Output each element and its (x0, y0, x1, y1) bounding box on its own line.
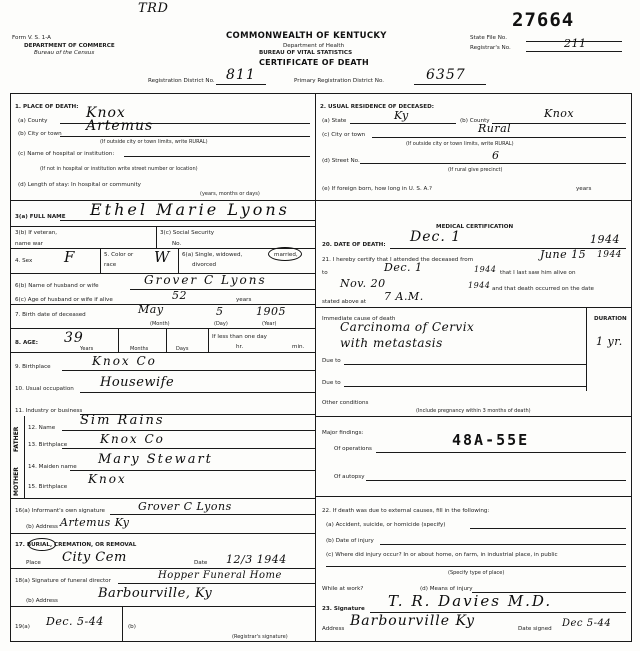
state-file-label: State File No. (470, 35, 508, 41)
divorced-label: divorced (192, 262, 217, 268)
due-to-label-2: Due to (322, 380, 341, 386)
bureau-census: Bureau of the Census (34, 50, 95, 56)
physician-signature: T. R. Davies M.D. (388, 592, 553, 610)
cause-of-death: Carcinoma of Cervix (340, 320, 475, 334)
certify-text: 21. I hereby certify that I attended the deceased from (322, 257, 474, 263)
birth-month: May (138, 303, 164, 316)
residence-street: 6 (492, 149, 500, 162)
race-value: W (154, 248, 171, 266)
color-label: 5. Color or (104, 252, 134, 258)
rural-note: (If rural give precinct) (448, 167, 503, 173)
if-less-label: If less than one day (212, 334, 267, 340)
city-label: (b) City or town (18, 131, 62, 137)
marital-label: 6(a) Single, widowed, (182, 252, 243, 258)
burial-label: 17. BURIAL, CREMATION, OR REMOVAL (15, 542, 137, 548)
state-file-stamp: 27664 (512, 9, 575, 31)
hr-label: hr. (236, 344, 244, 350)
bureau-vital: BUREAU OF VITAL STATISTICS (259, 50, 353, 56)
sig-address-label: Address (322, 626, 345, 632)
father-name: Sim Rains (80, 413, 165, 428)
date-death-label: 20. DATE OF DEATH: (322, 242, 386, 248)
occupation-value: Housewife (100, 375, 175, 390)
veteran-label: 3(b) If veteran, (15, 230, 58, 236)
registrar-no: 211 (564, 37, 587, 50)
place-of-death-label: 1. PLACE OF DEATH: (15, 104, 79, 110)
funeral-address: Barbourville, Ky (98, 586, 213, 601)
attended-to: Dec. 1 (384, 261, 423, 274)
race-label: race (104, 262, 117, 268)
birthplace-value: Knox Co (92, 354, 157, 368)
mother-name-label: 14. Maiden name (28, 464, 77, 470)
cause-of-death-2: with metastasis (340, 336, 443, 350)
dept-health: Department of Health (283, 43, 345, 49)
mother-birthplace: Knox (88, 472, 127, 486)
residence-label: 2. USUAL RESIDENCE OF DECEASED: (320, 104, 434, 110)
pregnancy-note: (Include pregnancy within 3 months of death) (416, 408, 531, 414)
burial-circle (28, 538, 56, 551)
res-city-label: (c) City or town (322, 132, 366, 138)
birthplace-label: 9. Birthplace (15, 364, 51, 370)
burial-place: City Cem (62, 550, 127, 565)
foreign-years: years (576, 186, 592, 192)
father-bp-label: 13. Birthplace (28, 442, 68, 448)
dept-commerce: DEPARTMENT OF COMMERCE (24, 43, 115, 49)
other-conditions-label: Other conditions (322, 400, 369, 406)
age-years: 39 (64, 330, 84, 346)
top-annotation: TRD (138, 1, 169, 16)
month-label: (Month) (150, 321, 170, 327)
residence-county: Knox (544, 107, 575, 120)
reg-district-label: Registration District No. (148, 78, 215, 84)
signature-label: 23. Signature (322, 606, 365, 612)
date-signed-label: Date signed (518, 626, 552, 632)
funeral-label: 18(a) Signature of funeral director (15, 578, 111, 584)
last-saw-label: that I last saw him alive on (500, 270, 576, 276)
sex-value: F (64, 248, 76, 266)
days-label: Days (176, 346, 189, 352)
informant-signature: Grover C Lyons (138, 500, 232, 513)
informant-address: Artemus Ky (60, 516, 130, 529)
married-circle (268, 247, 302, 261)
immediate-cause-label: Immediate cause of death (322, 316, 396, 322)
autopsy-label: Of autopsy (334, 474, 365, 480)
to-label: to (322, 270, 328, 276)
accident-label: (a) Accident, suicide, or homicide (specify) (326, 522, 446, 528)
primary-reg-label: Primary Registration District No. (294, 78, 385, 84)
spouse-age: 52 (172, 289, 187, 302)
residence-state: Ky (394, 109, 409, 122)
res-outside-note: (If outside city or town limits, write RURAL) (406, 141, 514, 147)
medical-cert-title: MEDICAL CERTIFICATION (436, 224, 514, 230)
while-work-label: While at work? (322, 586, 364, 592)
primary-reg: 6357 (426, 67, 466, 83)
burial-date-label: Date (194, 560, 208, 566)
death-date: Dec. 1 (410, 229, 462, 245)
time-of-death: 7 A.M. (384, 290, 424, 303)
burial-place-label: Place (26, 560, 41, 566)
duration-value: 1 yr. (596, 335, 623, 348)
major-findings-label: Major findings: (322, 430, 364, 436)
age-label: 8. AGE: (15, 340, 38, 346)
full-name: Ethel Marie Lyons (90, 200, 290, 219)
commonwealth-title: COMMONWEALTH OF KENTUCKY (226, 31, 387, 41)
hospital-label: (c) Name of hospital or institution: (18, 151, 115, 157)
due-to-label: Due to (322, 358, 341, 364)
res-county-label: (b) County (460, 118, 490, 124)
father-name-label: 12. Name (28, 425, 56, 431)
death-year: 1944 (590, 233, 620, 246)
last-seen-year: 1944 (468, 281, 491, 290)
date-injury-label: (b) Date of injury (326, 538, 374, 544)
external-causes-label: 22. If death was due to external causes, fill in the following: (322, 508, 490, 514)
months-label: Months (130, 346, 149, 352)
full-name-label: 3(a) FULL NAME (15, 214, 66, 220)
spouse-name-label: 6(b) Name of husband or wife (15, 283, 99, 289)
spouse-years-label: years (236, 297, 252, 303)
occupation-label: 10. Usual occupation (15, 386, 74, 392)
birth-date-label: 7. Birth date of deceased (15, 312, 86, 318)
filed-date: Dec. 5-44 (46, 615, 104, 628)
physician-address: Barbourville Ky (350, 613, 475, 629)
attended-year: 1944 (597, 250, 622, 260)
ss-no-label: No. (172, 241, 182, 247)
cert-title: CERTIFICATE OF DEATH (259, 58, 370, 67)
spouse-age-label: 6(c) Age of husband or wife if alive (15, 297, 113, 303)
residence-city: Rural (478, 122, 512, 135)
sex-label: 4. Sex (15, 258, 33, 264)
death-county: Knox (86, 105, 126, 121)
mother-side-label: MOTHER (13, 467, 20, 496)
funeral-address-label: (b) Address (26, 598, 58, 604)
informant-address-label: (b) Address (26, 524, 58, 530)
registrar-sig-label: (b) (128, 624, 136, 630)
operations-label: Of operations (334, 446, 372, 452)
registrar-sig-note: (Registrar's signature) (232, 634, 288, 640)
father-side-label: FATHER (13, 426, 20, 452)
form-number: Form V. S. 1-A (12, 35, 51, 41)
years-label: Years (80, 346, 94, 352)
birth-day: 5 (216, 305, 224, 318)
year-label: (Year) (262, 321, 277, 327)
years-months-note: (years, months or days) (200, 191, 260, 197)
duration-label: DURATION (594, 316, 627, 322)
day-label: (Day) (214, 321, 228, 327)
last-saw-year: 1944 (474, 265, 497, 274)
burial-date: 12/3 1944 (226, 553, 287, 566)
means-injury-label: (d) Means of injury (420, 586, 473, 592)
last-seen-date: Nov. 20 (340, 277, 386, 290)
length-stay-label: (d) Length of stay: In hospital or community (18, 182, 141, 188)
birth-year: 1905 (256, 305, 286, 318)
place-type-note: (Specify type of place) (448, 570, 505, 576)
outside-city-note: (If outside city or town limits, write RURAL) (100, 139, 208, 145)
min-label: min. (292, 344, 305, 350)
date-signed: Dec 5-44 (562, 618, 612, 629)
reg-district: 811 (226, 67, 256, 83)
filed-label: 19(a) (15, 624, 30, 630)
father-birthplace: Knox Co (100, 432, 165, 446)
mother-bp-label: 15. Birthplace (28, 484, 68, 490)
foreign-label: (e) If foreign born, how long in U. S. A.? (322, 186, 432, 192)
death-occurred-label: and that death occurred on the date (492, 286, 594, 292)
spouse-name: Grover C Lyons (144, 273, 267, 287)
registrar-no-label: Registrar's No. (470, 45, 511, 51)
stated-above-label: stated above at (322, 299, 367, 305)
informant-label: 16(a) Informant's own signature (15, 508, 105, 514)
funeral-director: Hopper Funeral Home (158, 570, 282, 581)
county-label: (a) County (18, 118, 48, 124)
attended-from: June 15 (540, 248, 587, 261)
state-label: (a) State (322, 118, 347, 124)
mother-name: Mary Stewart (98, 452, 213, 467)
death-city: Artemus (86, 118, 154, 134)
street-label: (d) Street No. (322, 158, 360, 164)
where-injury-label: (c) Where did injury occur? In or about home, on farm, in industrial place, in public (326, 552, 558, 558)
industry-label: 11. Industry or business (15, 408, 83, 414)
ss-label: 3(c) Social Security (160, 230, 215, 236)
icd-stamp: 48A-55E (452, 431, 530, 449)
not-hospital-note: (If not in hospital or institution write street number or location) (40, 166, 198, 172)
married-label: married, (274, 252, 298, 258)
name-war-label: name war (15, 241, 43, 247)
